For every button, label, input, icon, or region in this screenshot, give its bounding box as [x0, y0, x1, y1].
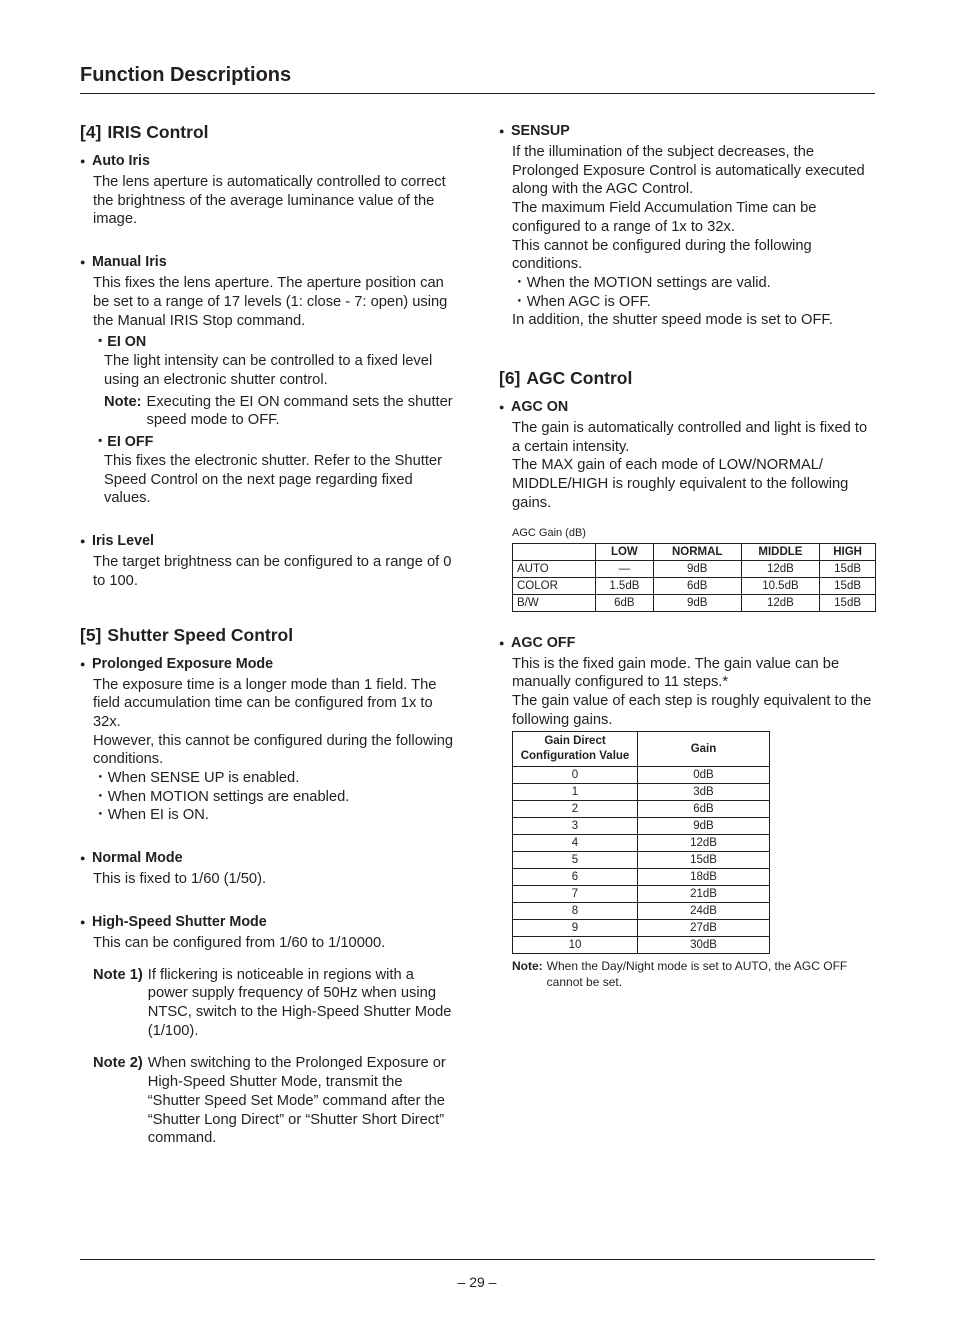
ei-on-note	[104, 393, 455, 430]
table-row	[513, 818, 770, 835]
item-label: High-Speed Shutter Mode	[92, 913, 267, 930]
table-cell: 15dB	[820, 560, 876, 577]
table-cell: 6	[513, 869, 638, 886]
table-cell: 6dB	[596, 594, 654, 611]
column-header: LOW	[596, 543, 654, 560]
table-cell: —	[596, 560, 654, 577]
bullet-icon: ●	[80, 853, 86, 864]
column-header: MIDDLE	[741, 543, 820, 560]
iris-section-heading	[80, 120, 455, 144]
item-label: AGC OFF	[511, 634, 576, 651]
manual-iris-text	[93, 274, 455, 508]
table-cell: 12dB	[741, 560, 820, 577]
table-cell: 15dB	[638, 852, 770, 869]
item-label: Auto Iris	[92, 153, 150, 169]
note-text: When the Day/Night mode is set to AUTO, the AGC OFF cannot be set.	[546, 959, 848, 990]
condition-item: ・When EI is ON.	[93, 807, 209, 824]
note-1	[93, 966, 455, 1041]
auto-iris-text	[93, 173, 455, 229]
paragraph: The gain is automatically controlled and light is fixed to a certain intensity.	[512, 420, 868, 455]
table-row	[513, 784, 770, 801]
note-text: If flickering is noticeable in regions with a power supply frequency of 50Hz when using NTSC, switch to the High-Speed Shutter Mode (1/100).	[147, 966, 452, 1039]
note-text: Executing the EI ON command sets the shutter speed mode to OFF.	[146, 393, 453, 429]
prolonged-exposure-heading	[80, 655, 455, 674]
table-cell: 2	[513, 801, 638, 818]
table-cell: 0	[513, 767, 638, 784]
condition-item: ・When the MOTION settings are valid.	[512, 274, 771, 291]
table-row	[513, 835, 770, 852]
high-speed-text	[93, 934, 455, 1148]
ei-on-body	[104, 352, 455, 430]
item-label: AGC ON	[511, 399, 569, 416]
table-row	[513, 903, 770, 920]
agc-section-heading	[499, 366, 877, 390]
table-cell: 27dB	[638, 920, 770, 937]
note-2	[93, 1054, 455, 1148]
item-label: Iris Level	[92, 533, 154, 550]
column-header: NORMAL	[653, 543, 741, 560]
row-label: COLOR	[513, 577, 596, 594]
row-label: AUTO	[513, 560, 596, 577]
table-header-row	[513, 732, 770, 767]
table-cell: 30dB	[638, 937, 770, 954]
sensup-text	[512, 143, 877, 330]
paragraph: The target brightness can be configured to a range of 0 to 100.	[93, 554, 452, 589]
table-cell: 10.5dB	[741, 577, 820, 594]
table-cell: 12dB	[741, 594, 820, 611]
bullet-icon: ●	[499, 402, 505, 413]
paragraph: This cannot be configured during the following conditions.	[512, 237, 812, 273]
paragraph: The light intensity can be controlled to a fixed level using an electronic shutter control.	[104, 353, 433, 388]
title-divider	[80, 93, 875, 94]
page-number: – 29 –	[457, 1274, 497, 1290]
table-cell: 6dB	[638, 801, 770, 818]
footer-divider	[80, 1259, 875, 1260]
table-row	[513, 560, 876, 577]
agc-on-heading	[499, 398, 877, 417]
table-row	[513, 869, 770, 886]
item-label: Prolonged Exposure Mode	[92, 655, 274, 672]
table-row	[513, 801, 770, 818]
agc-off-note	[512, 958, 877, 990]
auto-iris-heading	[80, 152, 455, 171]
table-cell: 4	[513, 835, 638, 852]
table-row	[513, 937, 770, 954]
table-row	[513, 886, 770, 903]
left-column	[80, 120, 455, 1148]
table-cell: 3	[513, 818, 638, 835]
agc-gain-table	[512, 543, 876, 612]
column-header: Gain Direct Configuration Value	[513, 732, 638, 767]
note-text: When switching to the Prolonged Exposure or High-Speed Shutter Mode, transmit the “Shutter Speed Set Mode” command after the “Shutter Long Direct” or “Shutter Short Direct” command.	[147, 1055, 446, 1147]
paragraph: If the illumination of the subject decreases, the Prolonged Exposure Control is automatically executed along with the AGC Control.	[512, 144, 865, 198]
item-label: SENSUP	[511, 123, 570, 139]
note-label: Note:	[104, 393, 142, 410]
iris-level-text	[93, 553, 455, 590]
condition-item: ・When SENSE UP is enabled.	[93, 770, 300, 787]
agc-gain-caption: AGC Gain (dB)	[512, 526, 586, 539]
page-title: Function Descriptions	[80, 64, 292, 86]
ei-off-heading: ・EI OFF	[93, 434, 154, 451]
ei-off-body	[104, 452, 455, 508]
table-row	[513, 852, 770, 869]
table-cell: 24dB	[638, 903, 770, 920]
table-row	[513, 594, 876, 611]
note-label: Note:	[512, 959, 543, 974]
shutter-section-heading	[80, 623, 455, 647]
table-header-row	[513, 543, 876, 560]
table-row	[513, 767, 770, 784]
table-cell: 15dB	[820, 577, 876, 594]
table-cell: 18dB	[638, 869, 770, 886]
table-cell: 1.5dB	[596, 577, 654, 594]
section-title: Shutter Speed Control	[107, 624, 294, 645]
table-cell: 9dB	[638, 818, 770, 835]
section-number: [4]	[80, 122, 102, 142]
table-cell: 21dB	[638, 886, 770, 903]
paragraph: However, this cannot be configured during the following conditions.	[93, 732, 454, 768]
agc-off-heading	[499, 634, 877, 653]
section-title: AGC Control	[526, 368, 633, 389]
agc-on-text	[512, 419, 877, 513]
paragraph: This fixes the electronic shutter. Refer to the Shutter Speed Control on the next page regarding fixed values.	[104, 453, 442, 507]
note-label: Note 2)	[93, 1055, 143, 1072]
right-column	[499, 122, 877, 990]
table-cell: 9dB	[653, 560, 741, 577]
paragraph: In addition, the shutter speed mode is set to OFF.	[512, 312, 833, 329]
bullet-icon: ●	[499, 637, 505, 648]
row-label: B/W	[513, 594, 596, 611]
table-cell: 12dB	[638, 835, 770, 852]
table-row	[513, 577, 876, 594]
normal-mode-heading	[80, 849, 455, 868]
gain-step-table	[512, 731, 770, 954]
column-header: Gain	[638, 732, 770, 767]
condition-item: ・When AGC is OFF.	[512, 293, 651, 310]
table-cell: 10	[513, 937, 638, 954]
item-label: Normal Mode	[92, 850, 183, 867]
paragraph: This fixes the lens aperture. The aperture position can be set to a range of 17 levels (1: close - 7: open) using the Manual IRIS Stop command.	[93, 275, 448, 329]
section-number: [6]	[499, 368, 521, 389]
ei-on-heading: ・EI ON	[93, 334, 147, 351]
table-row	[513, 920, 770, 937]
table-cell: 3dB	[638, 784, 770, 801]
paragraph: The exposure time is a longer mode than 1 field. The field accumulation time can be configured from 1x to 32x.	[93, 676, 437, 730]
agc-off-text	[512, 655, 877, 730]
normal-mode-text	[93, 870, 455, 889]
high-speed-heading	[80, 913, 455, 932]
paragraph: The maximum Field Accumulation Time can be configured to a range of 1x to 32x.	[512, 200, 817, 235]
bullet-icon: ●	[80, 257, 86, 268]
bullet-icon: ●	[80, 658, 86, 669]
paragraph: The MAX gain of each mode of LOW/NORMAL/ MIDDLE/HIGH is roughly equivalent to the following gains.	[512, 457, 849, 511]
paragraph: The gain value of each step is roughly equivalent to the following gains.	[512, 692, 872, 728]
paragraph: This can be configured from 1/60 to 1/10000.	[93, 934, 386, 951]
condition-item: ・When MOTION settings are enabled.	[93, 788, 350, 805]
column-header	[513, 543, 596, 560]
table-cell: 1	[513, 784, 638, 801]
paragraph: The lens aperture is automatically controlled to correct the brightness of the average luminance value of the image.	[93, 174, 446, 228]
paragraph: This is fixed to 1/60 (1/50).	[93, 871, 267, 888]
manual-iris-heading	[80, 253, 455, 272]
table-cell: 8	[513, 903, 638, 920]
section-number: [5]	[80, 624, 102, 645]
item-label: Manual Iris	[92, 254, 167, 271]
table-cell: 0dB	[638, 767, 770, 784]
table-cell: 6dB	[653, 577, 741, 594]
note-label: Note 1)	[93, 966, 143, 983]
bullet-icon: ●	[80, 156, 86, 166]
column-header: HIGH	[820, 543, 876, 560]
sensup-heading	[499, 122, 877, 141]
section-title: IRIS Control	[107, 122, 209, 142]
table-cell: 5	[513, 852, 638, 869]
bullet-icon: ●	[80, 536, 86, 547]
table-cell: 9	[513, 920, 638, 937]
table-cell: 9dB	[653, 594, 741, 611]
table-cell: 7	[513, 886, 638, 903]
bullet-icon: ●	[499, 126, 505, 136]
prolonged-exposure-text	[93, 676, 455, 826]
paragraph: This is the fixed gain mode. The gain value can be manually configured to 11 steps.*	[512, 655, 840, 691]
iris-level-heading	[80, 532, 455, 551]
bullet-icon: ●	[80, 916, 86, 927]
table-cell: 15dB	[820, 594, 876, 611]
